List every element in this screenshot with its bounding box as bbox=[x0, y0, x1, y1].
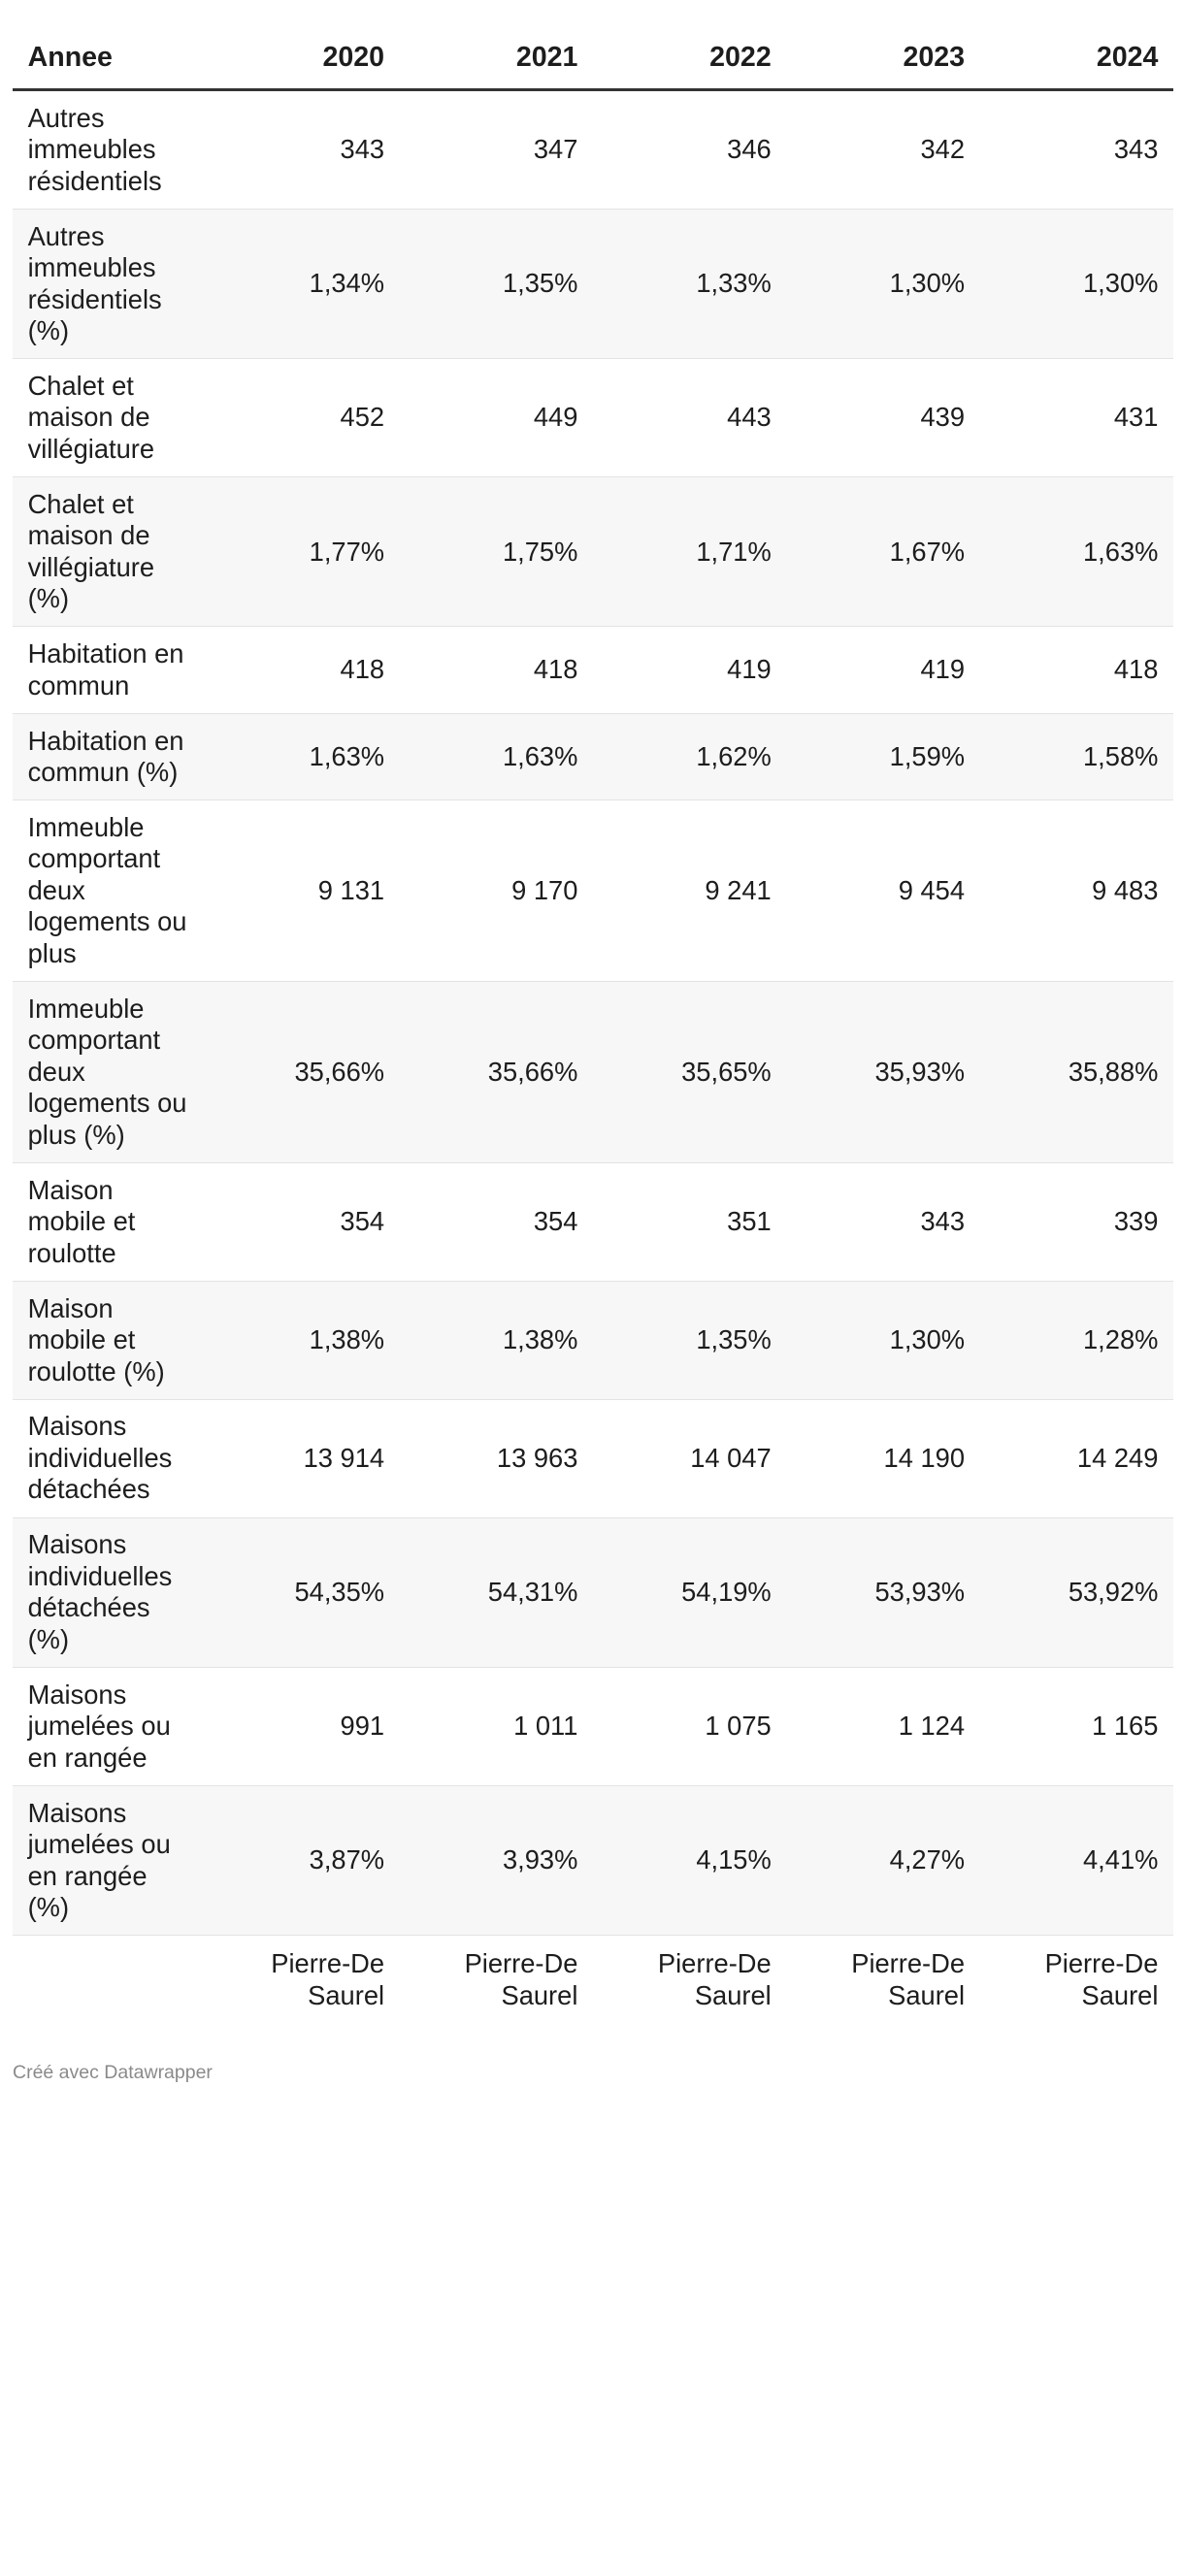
data-cell: 339 bbox=[980, 1162, 1173, 1281]
data-cell: 9 483 bbox=[980, 800, 1173, 982]
row-label: Immeuble comportant deux logements ou plus bbox=[13, 800, 206, 982]
data-cell: 14 190 bbox=[786, 1399, 979, 1517]
row-label: Maison mobile et roulotte bbox=[13, 1162, 206, 1281]
data-cell: 1,38% bbox=[400, 1281, 593, 1399]
table-row bbox=[13, 1517, 1173, 1667]
data-cell: 35,66% bbox=[206, 982, 399, 1163]
data-cell: 1 124 bbox=[786, 1667, 979, 1785]
row-label: Maison mobile et roulotte (%) bbox=[13, 1281, 206, 1399]
footer-cell: Pierre-De Saurel bbox=[657, 1948, 772, 2010]
data-cell: 343 bbox=[980, 89, 1173, 209]
data-cell: 1 165 bbox=[980, 1667, 1173, 1785]
column-header-year: 2022 bbox=[593, 25, 786, 89]
row-label: Maisons jumelées ou en rangée (%) bbox=[13, 1785, 206, 1935]
data-cell: 418 bbox=[206, 627, 399, 713]
data-cell: 9 241 bbox=[593, 800, 786, 982]
data-cell: 53,92% bbox=[980, 1517, 1173, 1667]
data-cell: 14 047 bbox=[593, 1399, 786, 1517]
row-label: Chalet et maison de villégiature bbox=[13, 359, 206, 477]
data-cell: 346 bbox=[593, 89, 786, 209]
data-cell: 53,93% bbox=[786, 1517, 979, 1667]
table-container bbox=[13, 25, 1173, 2084]
table-row bbox=[13, 627, 1173, 713]
data-cell: 1,71% bbox=[593, 477, 786, 627]
table-row bbox=[13, 1281, 1173, 1399]
data-cell: 1 075 bbox=[593, 1667, 786, 1785]
data-cell: 1,67% bbox=[786, 477, 979, 627]
table-row bbox=[13, 713, 1173, 799]
data-cell: 443 bbox=[593, 359, 786, 477]
row-label: Maisons individuelles détachées (%) bbox=[13, 1517, 206, 1667]
data-cell: 1,33% bbox=[593, 209, 786, 358]
data-cell: 354 bbox=[400, 1162, 593, 1281]
table-row bbox=[13, 800, 1173, 982]
data-cell: 1,34% bbox=[206, 209, 399, 358]
data-cell: 1,30% bbox=[786, 209, 979, 358]
header-row bbox=[13, 25, 1173, 89]
row-label: Immeuble comportant deux logements ou plus (%) bbox=[13, 982, 206, 1163]
data-cell: 54,31% bbox=[400, 1517, 593, 1667]
data-cell: 1,63% bbox=[400, 713, 593, 799]
data-cell: 351 bbox=[593, 1162, 786, 1281]
data-cell: 54,35% bbox=[206, 1517, 399, 1667]
data-cell: 1,75% bbox=[400, 477, 593, 627]
data-cell: 1,28% bbox=[980, 1281, 1173, 1399]
table-body bbox=[13, 89, 1173, 1935]
table-row bbox=[13, 982, 1173, 1163]
data-cell: 419 bbox=[786, 627, 979, 713]
data-cell: 1,77% bbox=[206, 477, 399, 627]
footer-cell: Pierre-De Saurel bbox=[851, 1948, 966, 2010]
data-cell: 1,63% bbox=[980, 477, 1173, 627]
credit-note: Créé avec Datawrapper bbox=[13, 2062, 213, 2084]
data-cell: 1,58% bbox=[980, 713, 1173, 799]
data-cell: 431 bbox=[980, 359, 1173, 477]
column-header-year: 2024 bbox=[980, 25, 1173, 89]
data-cell: 9 170 bbox=[400, 800, 593, 982]
data-cell: 9 454 bbox=[786, 800, 979, 982]
data-cell: 354 bbox=[206, 1162, 399, 1281]
data-cell: 54,19% bbox=[593, 1517, 786, 1667]
row-label: Autres immeubles résidentiels (%) bbox=[13, 209, 206, 358]
data-table bbox=[13, 25, 1173, 2024]
data-cell: 1,38% bbox=[206, 1281, 399, 1399]
column-header-year: 2023 bbox=[786, 25, 979, 89]
data-cell: 35,88% bbox=[980, 982, 1173, 1163]
data-cell: 1,35% bbox=[400, 209, 593, 358]
table-row bbox=[13, 1785, 1173, 1935]
data-cell: 13 963 bbox=[400, 1399, 593, 1517]
data-cell: 1,59% bbox=[786, 713, 979, 799]
data-cell: 14 249 bbox=[980, 1399, 1173, 1517]
table-row bbox=[13, 1162, 1173, 1281]
table-row bbox=[13, 209, 1173, 358]
data-cell: 1,35% bbox=[593, 1281, 786, 1399]
column-header-year: 2021 bbox=[400, 25, 593, 89]
row-label: Maisons individuelles détachées bbox=[13, 1399, 206, 1517]
data-cell: 342 bbox=[786, 89, 979, 209]
footer-label bbox=[13, 1936, 206, 2025]
footer-cell: Pierre-De Saurel bbox=[464, 1948, 578, 2010]
column-header-year: 2020 bbox=[206, 25, 399, 89]
data-cell: 418 bbox=[400, 627, 593, 713]
data-cell: 13 914 bbox=[206, 1399, 399, 1517]
table-row bbox=[13, 477, 1173, 627]
data-cell: 1 011 bbox=[400, 1667, 593, 1785]
table-footer bbox=[13, 1936, 1173, 2025]
column-header-label: Annee bbox=[13, 25, 206, 89]
data-cell: 3,93% bbox=[400, 1785, 593, 1935]
table-row bbox=[13, 1399, 1173, 1517]
row-label: Autres immeubles résidentiels bbox=[13, 89, 206, 209]
row-label: Habitation en commun (%) bbox=[13, 713, 206, 799]
data-cell: 4,41% bbox=[980, 1785, 1173, 1935]
data-cell: 343 bbox=[786, 1162, 979, 1281]
data-cell: 1,30% bbox=[980, 209, 1173, 358]
table-row bbox=[13, 359, 1173, 477]
data-cell: 35,93% bbox=[786, 982, 979, 1163]
data-cell: 991 bbox=[206, 1667, 399, 1785]
data-cell: 4,15% bbox=[593, 1785, 786, 1935]
footer-cell: Pierre-De Saurel bbox=[271, 1948, 385, 2010]
footer-row bbox=[13, 1936, 1173, 2025]
data-cell: 449 bbox=[400, 359, 593, 477]
data-cell: 439 bbox=[786, 359, 979, 477]
table-row bbox=[13, 89, 1173, 209]
row-label: Chalet et maison de villégiature (%) bbox=[13, 477, 206, 627]
data-cell: 3,87% bbox=[206, 1785, 399, 1935]
row-label: Maisons jumelées ou en rangée bbox=[13, 1667, 206, 1785]
table-header bbox=[13, 25, 1173, 89]
data-cell: 418 bbox=[980, 627, 1173, 713]
table-row bbox=[13, 1667, 1173, 1785]
data-cell: 419 bbox=[593, 627, 786, 713]
data-cell: 1,63% bbox=[206, 713, 399, 799]
row-label: Habitation en commun bbox=[13, 627, 206, 713]
data-cell: 9 131 bbox=[206, 800, 399, 982]
data-cell: 35,65% bbox=[593, 982, 786, 1163]
data-cell: 4,27% bbox=[786, 1785, 979, 1935]
data-cell: 343 bbox=[206, 89, 399, 209]
data-cell: 35,66% bbox=[400, 982, 593, 1163]
data-cell: 1,30% bbox=[786, 1281, 979, 1399]
data-cell: 1,62% bbox=[593, 713, 786, 799]
data-cell: 347 bbox=[400, 89, 593, 209]
data-cell: 452 bbox=[206, 359, 399, 477]
footer-cell: Pierre-De Saurel bbox=[1044, 1948, 1159, 2010]
